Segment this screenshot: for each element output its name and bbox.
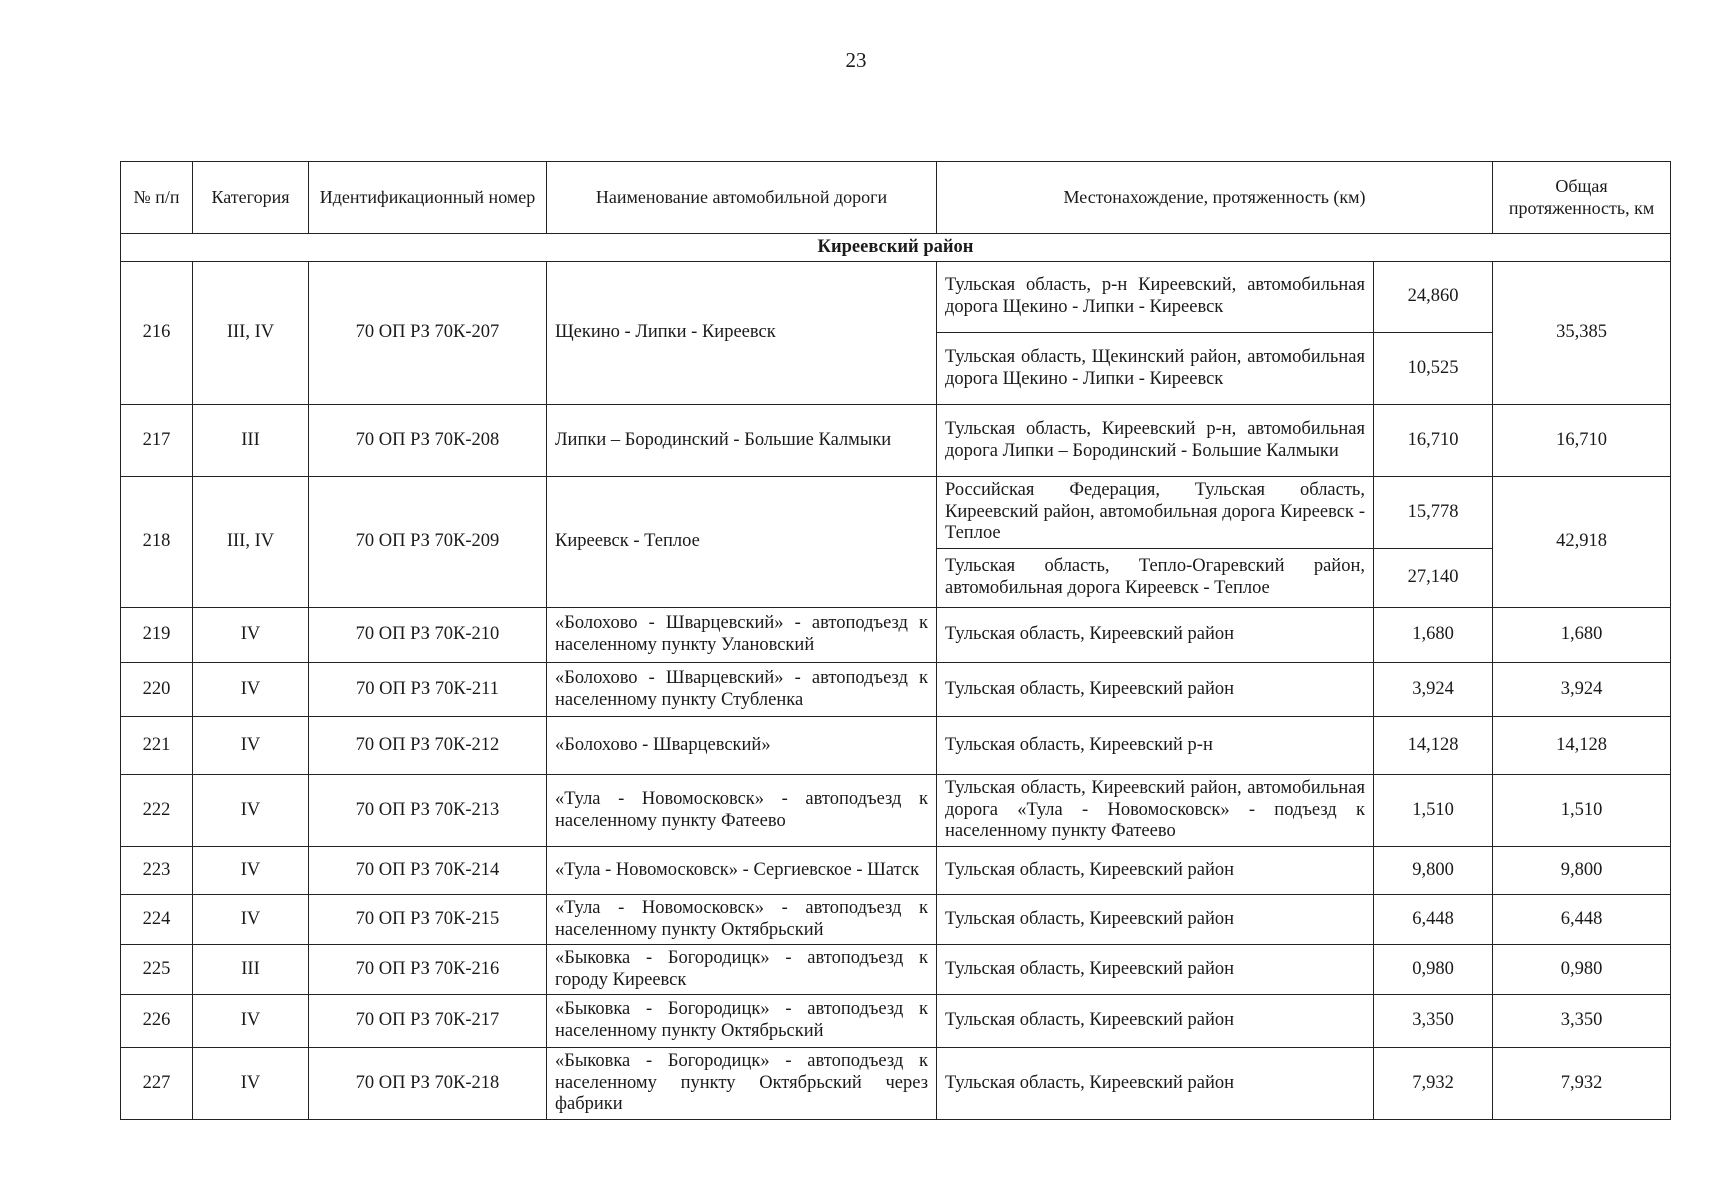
roads-table xyxy=(120,161,1671,1120)
row-number: 218 xyxy=(121,477,193,608)
row-road-name: «Тула - Новомосковск» - автоподъезд к населенному пункту Октябрьский xyxy=(547,895,937,945)
segment-location: Тульская область, Тепло-Огаревский район, автомобильная дорога Киреевск - Теплое xyxy=(937,549,1374,608)
header-category: Категория xyxy=(193,162,309,234)
row-number: 224 xyxy=(121,895,193,945)
row-total-length: 0,980 xyxy=(1493,945,1671,995)
row-category: IV xyxy=(193,1048,309,1120)
row-category: IV xyxy=(193,895,309,945)
row-id-number: 70 ОП РЗ 70К-210 xyxy=(309,608,547,663)
district-row xyxy=(121,234,1671,262)
header-num: № п/п xyxy=(121,162,193,234)
segment-length: 1,510 xyxy=(1374,775,1493,847)
segment-location: Тульская область, Киреевский р-н xyxy=(937,717,1374,775)
segment-length: 9,800 xyxy=(1374,847,1493,895)
row-number: 216 xyxy=(121,262,193,405)
table-row xyxy=(121,477,1671,549)
segment-location: Тульская область, Щекинский район, автомобильная дорога Щекино - Липки - Киреевск xyxy=(937,333,1374,405)
row-road-name: «Болохово - Шварцевский» - автоподъезд к населенному пункту Стубленка xyxy=(547,663,937,717)
page-number: 23 xyxy=(845,48,867,72)
row-road-name: Киреевск - Теплое xyxy=(547,477,937,608)
row-id-number: 70 ОП РЗ 70К-207 xyxy=(309,262,547,405)
row-total-length: 42,918 xyxy=(1493,477,1671,608)
row-total-length: 35,385 xyxy=(1493,262,1671,405)
row-total-length: 3,924 xyxy=(1493,663,1671,717)
row-number: 220 xyxy=(121,663,193,717)
row-id-number: 70 ОП РЗ 70К-214 xyxy=(309,847,547,895)
row-total-length: 6,448 xyxy=(1493,895,1671,945)
row-id-number: 70 ОП РЗ 70К-215 xyxy=(309,895,547,945)
row-category: IV xyxy=(193,717,309,775)
table-row xyxy=(121,717,1671,775)
segment-length: 1,680 xyxy=(1374,608,1493,663)
row-id-number: 70 ОП РЗ 70К-216 xyxy=(309,945,547,995)
row-category: IV xyxy=(193,847,309,895)
table-row xyxy=(121,262,1671,333)
header-road-name: Наименование автомобильной дороги xyxy=(547,162,937,234)
row-road-name: «Быковка - Богородицк» - автоподъезд к населенному пункту Октябрьский через фабрики xyxy=(547,1048,937,1120)
segment-length: 3,350 xyxy=(1374,995,1493,1048)
segment-length: 0,980 xyxy=(1374,945,1493,995)
row-road-name: Щекино - Липки - Киреевск xyxy=(547,262,937,405)
segment-location: Тульская область, Киреевский район xyxy=(937,995,1374,1048)
header-row xyxy=(121,162,1671,234)
row-number: 223 xyxy=(121,847,193,895)
row-total-length: 1,510 xyxy=(1493,775,1671,847)
segment-location: Тульская область, Киреевский район xyxy=(937,895,1374,945)
segment-length: 24,860 xyxy=(1374,262,1493,333)
segment-location: Тульская область, Киреевский район xyxy=(937,663,1374,717)
header-location: Местонахождение, протяженность (км) xyxy=(937,162,1493,234)
table-row xyxy=(121,995,1671,1048)
row-number: 222 xyxy=(121,775,193,847)
row-total-length: 14,128 xyxy=(1493,717,1671,775)
row-id-number: 70 ОП РЗ 70К-212 xyxy=(309,717,547,775)
row-number: 227 xyxy=(121,1048,193,1120)
row-road-name: «Тула - Новомосковск» - автоподъезд к населенному пункту Фатеево xyxy=(547,775,937,847)
table-row xyxy=(121,775,1671,847)
segment-location: Тульская область, Киреевский район xyxy=(937,847,1374,895)
segment-length: 10,525 xyxy=(1374,333,1493,405)
row-road-name: «Быковка - Богородицк» - автоподъезд к населенному пункту Октябрьский xyxy=(547,995,937,1048)
row-road-name: «Быковка - Богородицк» - автоподъезд к городу Киреевск xyxy=(547,945,937,995)
district-name: Киреевский район xyxy=(121,234,1671,262)
segment-length: 7,932 xyxy=(1374,1048,1493,1120)
segment-location: Тульская область, Киреевский район xyxy=(937,608,1374,663)
segment-location: Тульская область, Киреевский район xyxy=(937,945,1374,995)
segment-location: Тульская область, р-н Киреевский, автомобильная дорога Щекино - Липки - Киреевск xyxy=(937,262,1374,333)
row-category: IV xyxy=(193,663,309,717)
segment-location: Тульская область, Киреевский район, автомобильная дорога «Тула - Новомосковск» - подъезд к населенному пункту Фатеево xyxy=(937,775,1374,847)
row-id-number: 70 ОП РЗ 70К-209 xyxy=(309,477,547,608)
segment-location: Тульская область, Киреевский р-н, автомобильная дорога Липки – Бородинский - Большие Калмыки xyxy=(937,405,1374,477)
table-row xyxy=(121,1048,1671,1120)
row-category: III xyxy=(193,405,309,477)
table-row xyxy=(121,895,1671,945)
row-road-name: «Тула - Новомосковск» - Сергиевское - Шатск xyxy=(547,847,937,895)
segment-length: 27,140 xyxy=(1374,549,1493,608)
table-row xyxy=(121,405,1671,477)
segment-length: 14,128 xyxy=(1374,717,1493,775)
row-total-length: 7,932 xyxy=(1493,1048,1671,1120)
row-category: IV xyxy=(193,775,309,847)
segment-location: Тульская область, Киреевский район xyxy=(937,1048,1374,1120)
table-row xyxy=(121,847,1671,895)
row-id-number: 70 ОП РЗ 70К-213 xyxy=(309,775,547,847)
row-id-number: 70 ОП РЗ 70К-218 xyxy=(309,1048,547,1120)
segment-length: 16,710 xyxy=(1374,405,1493,477)
segment-length: 6,448 xyxy=(1374,895,1493,945)
row-category: III, IV xyxy=(193,262,309,405)
row-road-name: Липки – Бородинский - Большие Калмыки xyxy=(547,405,937,477)
row-total-length: 1,680 xyxy=(1493,608,1671,663)
table-row xyxy=(121,663,1671,717)
row-id-number: 70 ОП РЗ 70К-217 xyxy=(309,995,547,1048)
row-road-name: «Болохово - Шварцевский» - автоподъезд к населенному пункту Улановский xyxy=(547,608,937,663)
row-category: IV xyxy=(193,995,309,1048)
row-total-length: 16,710 xyxy=(1493,405,1671,477)
segment-location: Российская Федерация, Тульская область, Киреевский район, автомобильная дорога Киреевск - Теплое xyxy=(937,477,1374,549)
header-id-number: Идентификационный номер xyxy=(309,162,547,234)
row-number: 217 xyxy=(121,405,193,477)
row-road-name: «Болохово - Шварцевский» xyxy=(547,717,937,775)
row-number: 226 xyxy=(121,995,193,1048)
row-id-number: 70 ОП РЗ 70К-211 xyxy=(309,663,547,717)
segment-length: 3,924 xyxy=(1374,663,1493,717)
row-category: IV xyxy=(193,608,309,663)
row-number: 219 xyxy=(121,608,193,663)
row-category: III xyxy=(193,945,309,995)
row-total-length: 9,800 xyxy=(1493,847,1671,895)
row-number: 225 xyxy=(121,945,193,995)
row-category: III, IV xyxy=(193,477,309,608)
segment-length: 15,778 xyxy=(1374,477,1493,549)
row-number: 221 xyxy=(121,717,193,775)
header-total-length: Общая протяженность, км xyxy=(1493,162,1671,234)
table-row xyxy=(121,608,1671,663)
row-id-number: 70 ОП РЗ 70К-208 xyxy=(309,405,547,477)
table-row xyxy=(121,945,1671,995)
row-total-length: 3,350 xyxy=(1493,995,1671,1048)
